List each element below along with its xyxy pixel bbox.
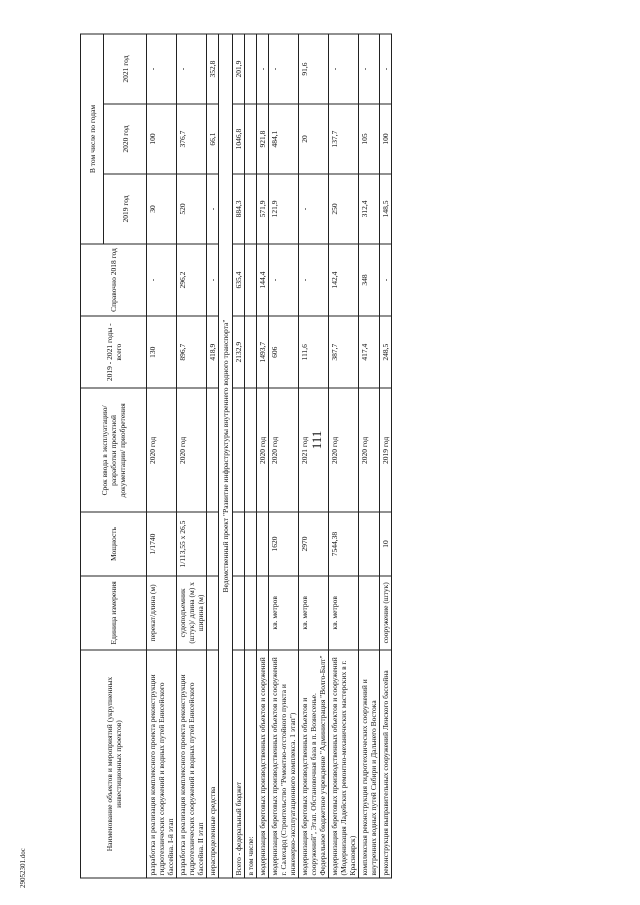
cell-total: 130 — [147, 316, 177, 388]
cell-y2021: - — [147, 34, 177, 104]
cell-y2021: - — [177, 34, 207, 104]
header-ref2018: Справочно 2018 год — [81, 244, 147, 316]
cell-unit: кв. метров — [299, 576, 329, 650]
header-2020: 2020 год — [104, 104, 147, 174]
cell-unit: кв. метров — [269, 576, 299, 650]
cell-total: 248,5 — [380, 316, 392, 388]
table-row — [269, 34, 299, 878]
cell-ref2018: 635,4 — [233, 244, 245, 316]
cell-name: в том числе: — [245, 650, 257, 878]
cell-unit: перекат/длина (м) — [147, 576, 177, 650]
table-row — [329, 34, 359, 878]
investment-table — [80, 34, 392, 879]
cell-deadline — [207, 388, 219, 512]
cell-y2020: 66,1 — [207, 104, 219, 174]
cell-unit — [257, 576, 269, 650]
cell-y2019: - — [299, 174, 329, 244]
cell-deadline: 2020 год — [257, 388, 269, 512]
table-row — [380, 34, 392, 878]
page-number: 111 — [309, 430, 324, 450]
cell-ref2018: 142,4 — [329, 244, 359, 316]
table-row — [233, 34, 245, 878]
cell-total: 418,9 — [207, 316, 219, 388]
table-row — [207, 34, 219, 878]
cell-deadline: 2020 год — [177, 388, 207, 512]
cell-ref2018: - — [147, 244, 177, 316]
cell-capacity: 1/1740 — [147, 512, 177, 575]
cell-name: разработка и реализация комплексного проекта реконструкции гидротехнических сооружений и водных путей Енисейского бассейна. I-й этап — [147, 650, 177, 878]
cell-ref2018: - — [299, 244, 329, 316]
table-row — [177, 34, 207, 878]
cell-y2021 — [245, 34, 257, 104]
header-name: Наименование объектов и мероприятий (укрупненных инвестиционных проектов) — [81, 650, 147, 878]
cell-ref2018: 296,2 — [177, 244, 207, 316]
cell-capacity — [233, 512, 245, 575]
cell-y2019: 312,4 — [359, 174, 380, 244]
cell-y2019: 30 — [147, 174, 177, 244]
cell-total: 111,6 — [299, 316, 329, 388]
cell-total: 896,7 — [177, 316, 207, 388]
cell-name: комплексная реконструкция гидротехнических сооружений и внутренних водных путей Сибири и Дальнего Востока — [359, 650, 380, 878]
cell-y2020: 376,7 — [177, 104, 207, 174]
cell-y2020: 1046,8 — [233, 104, 245, 174]
cell-y2021: - — [380, 34, 392, 104]
cell-y2020: 20 — [299, 104, 329, 174]
cell-y2020: 484,1 — [269, 104, 299, 174]
header-unit: Единица измерения — [81, 576, 147, 650]
cell-y2021: 201,9 — [233, 34, 245, 104]
cell-capacity — [257, 512, 269, 575]
cell-y2020: 100 — [380, 104, 392, 174]
cell-y2019 — [245, 174, 257, 244]
cell-name: модернизация береговых производственных объектов и сооружений", Этап. Обстановочная база в п. Вознесенье. Федеральное бюджетное учреждение "Администрация "Волго-Балт" — [299, 650, 329, 878]
cell-deadline — [233, 388, 245, 512]
section-row — [219, 34, 233, 878]
cell-unit — [245, 576, 257, 650]
cell-y2021: - — [269, 34, 299, 104]
cell-total: 1493,7 — [257, 316, 269, 388]
cell-name: реконструкция выправительных сооружений Ленского бассейна — [380, 650, 392, 878]
cell-unit — [233, 576, 245, 650]
table-row — [245, 34, 257, 878]
table-row — [359, 34, 380, 878]
cell-name: модернизация береговых производственных объектов и сооружений (Модернизация Ладейских ремонтно-механических мастерских в г. Красноярск) — [329, 650, 359, 878]
cell-y2021: 352,8 — [207, 34, 219, 104]
cell-capacity: 2970 — [299, 512, 329, 575]
cell-y2019: 571,9 — [257, 174, 269, 244]
cell-unit: кв. метров — [329, 576, 359, 650]
cell-ref2018: 348 — [359, 244, 380, 316]
table-row — [257, 34, 269, 878]
cell-y2019: 250 — [329, 174, 359, 244]
cell-name: разработка и реализация комплексного проекта реконструкции гидротехнических сооружений и водных путей Енисейского бассейна. II этап — [177, 650, 207, 878]
cell-name: Всего - федеральный бюджет — [233, 650, 245, 878]
cell-unit: сооружение (штук) — [380, 576, 392, 650]
cell-deadline: 2020 год — [147, 388, 177, 512]
header-deadline: Срок ввода в эксплуатацию/ разработки проектной документации/ приобретения — [81, 388, 147, 512]
cell-ref2018: - — [269, 244, 299, 316]
cell-capacity: 1/113,55 х 26,5 — [177, 512, 207, 575]
cell-y2021: - — [359, 34, 380, 104]
cell-name: модернизация береговых производственных объектов и сооружений г. Салехард (Строительство "Ремонтно-отстойного пункта и инженерно-эксплуатационного комплекса. 1 этап") — [269, 650, 299, 878]
cell-y2020: 137,7 — [329, 104, 359, 174]
cell-ref2018: - — [207, 244, 219, 316]
cell-total: 606 — [269, 316, 299, 388]
cell-capacity — [359, 512, 380, 575]
header-total: 2019 - 2021 годы - всего — [81, 316, 147, 388]
cell-deadline: 2020 год — [329, 388, 359, 512]
cell-y2020: 100 — [147, 104, 177, 174]
cell-unit — [359, 576, 380, 650]
table-row — [147, 34, 177, 878]
cell-name: модернизация береговых производственных объектов и сооружений — [257, 650, 269, 878]
cell-deadline — [245, 388, 257, 512]
cell-deadline: 2020 год — [269, 388, 299, 512]
header-capacity: Мощность — [81, 512, 147, 575]
cell-total — [245, 316, 257, 388]
cell-ref2018: 144,4 — [257, 244, 269, 316]
cell-capacity — [207, 512, 219, 575]
cell-y2019: 121,9 — [269, 174, 299, 244]
table-wrapper — [80, 34, 564, 879]
cell-y2020: 105 — [359, 104, 380, 174]
header-including: В том числе по годам — [81, 34, 104, 244]
cell-y2020 — [245, 104, 257, 174]
cell-deadline: 2021 год — [299, 388, 329, 512]
cell-capacity: 7544,38 — [329, 512, 359, 575]
section-title: Ведомственный проект "Развитие инфраструктуры внутреннего водного транспорта" — [219, 34, 233, 878]
cell-ref2018: - — [380, 244, 392, 316]
cell-y2021: 91,6 — [299, 34, 329, 104]
cell-unit: судоподъемник (штук)/ длина (м) х ширина (м) — [177, 576, 207, 650]
cell-total: 2132,9 — [233, 316, 245, 388]
cell-y2019: 884,3 — [233, 174, 245, 244]
cell-name: нераспределенные средства — [207, 650, 219, 878]
cell-total: 387,7 — [329, 316, 359, 388]
cell-capacity: 1620 — [269, 512, 299, 575]
cell-y2020: 921,8 — [257, 104, 269, 174]
cell-deadline: 2020 год — [359, 388, 380, 512]
cell-y2019: 148,5 — [380, 174, 392, 244]
cell-deadline: 2019 год — [380, 388, 392, 512]
cell-ref2018 — [245, 244, 257, 316]
table-row — [299, 34, 329, 878]
header-2021: 2021 год — [104, 34, 147, 104]
cell-y2021: - — [329, 34, 359, 104]
cell-y2019: 520 — [177, 174, 207, 244]
cell-y2021: - — [257, 34, 269, 104]
cell-y2019: - — [207, 174, 219, 244]
cell-unit — [207, 576, 219, 650]
cell-capacity: 10 — [380, 512, 392, 575]
header-2019: 2019 год — [104, 174, 147, 244]
document-id: 29052301.doc — [19, 848, 27, 888]
cell-capacity — [245, 512, 257, 575]
cell-total: 417,4 — [359, 316, 380, 388]
